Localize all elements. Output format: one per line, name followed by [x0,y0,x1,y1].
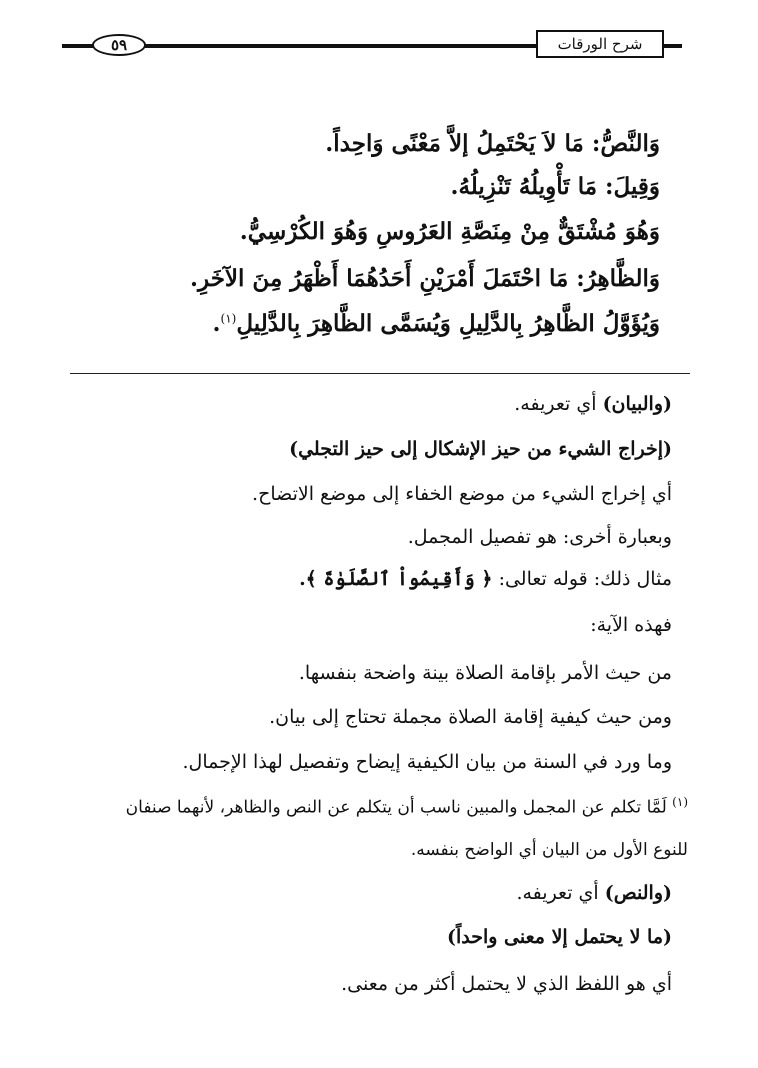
page-number-text: ٥٩ [110,36,128,54]
bayan-def: أي تعريفه. [514,393,597,415]
footnote-1-line-2: للنوع الأول من البيان أي الواضح بنفسه. [410,840,688,860]
from-manner: ومن حيث كيفية إقامة الصلاة مجملة تحتاج إلى بيان. [269,706,672,728]
footnote-1-line-1 [126,795,688,818]
bayan-quote: (إخراج الشيء من حيز الإشكال إلى حيز التجلي) [289,438,672,460]
footnote-1-text: لَمَّا تكلم عن المجمل والمبين ناسب أن يتكلم عن النص والظاهر، لأنهما صنفان [125,797,667,818]
nass-term: (والنص) [604,882,672,904]
footnote-divider [70,373,690,374]
bayan-definition [514,393,672,415]
matn-line-4: وَالظَّاهِرُ: مَا احْتَمَلَ أَمْرَيْنِ أَحَدُهُمَا أَظْهَرُ مِنَ الآخَرِ. [190,265,660,292]
running-title [536,30,664,58]
nass-def: أي تعريفه. [516,882,599,904]
matn-line-1: وَالنَّصُّ: مَا لاَ يَحْتَمِلُ إلاَّ مَعْنًى وَاحِداً. [325,130,660,157]
matn-line-2: وَقِيلَ: مَا تَأْوِيلُهُ تَنْزِيلُهُ. [450,173,660,200]
example-line [299,568,672,590]
nass-explain: أي هو اللفظ الذي لا يحتمل أكثر من معنى. [341,973,672,995]
matn-line-5-text: وَيُؤَوَّلُ الظَّاهِرُ بِالدَّلِيلِ وَيُسَمَّى الظَّاهِرَ بِالدَّلِيلِ [236,310,660,337]
bayan-explain: أي إخراج الشيء من موضع الخفاء إلى موضع الاتضاح. [252,483,672,505]
quran-verse: ﴿ وَأَقِيمُواْ ٱلصَّلَوٰةَ ﴾. [299,568,493,590]
footnote-marker: (١) [672,795,688,809]
running-title-text: شرح الورقات [557,35,643,53]
bayan-term: (والبيان) [602,393,672,415]
this-verse: فهذه الآية: [590,614,672,636]
from-command: من حيث الأمر بإقامة الصلاة بينة واضحة بنفسها. [298,662,672,684]
footnote-ref-1: (١) [220,311,237,326]
matn-line-5-end: . [212,310,221,337]
nass-quote: (ما لا يحتمل إلا معنى واحداً) [447,926,672,948]
bayan-other: وبعبارة أخرى: هو تفصيل المجمل. [407,526,672,548]
matn-line-5 [213,310,660,337]
example-intro: مثال ذلك: قوله تعالى: [498,568,672,590]
sunnah-line: وما ورد في السنة من بيان الكيفية إيضاح وتفصيل لهذا الإجمال. [182,751,672,773]
nass-definition [516,882,672,904]
page-number [92,34,146,56]
matn-line-3: وَهُوَ مُشْتَقٌّ مِنْ مِنَصَّةِ العَرُوسِ وَهُوَ الكُرْسِيُّ. [239,218,660,245]
